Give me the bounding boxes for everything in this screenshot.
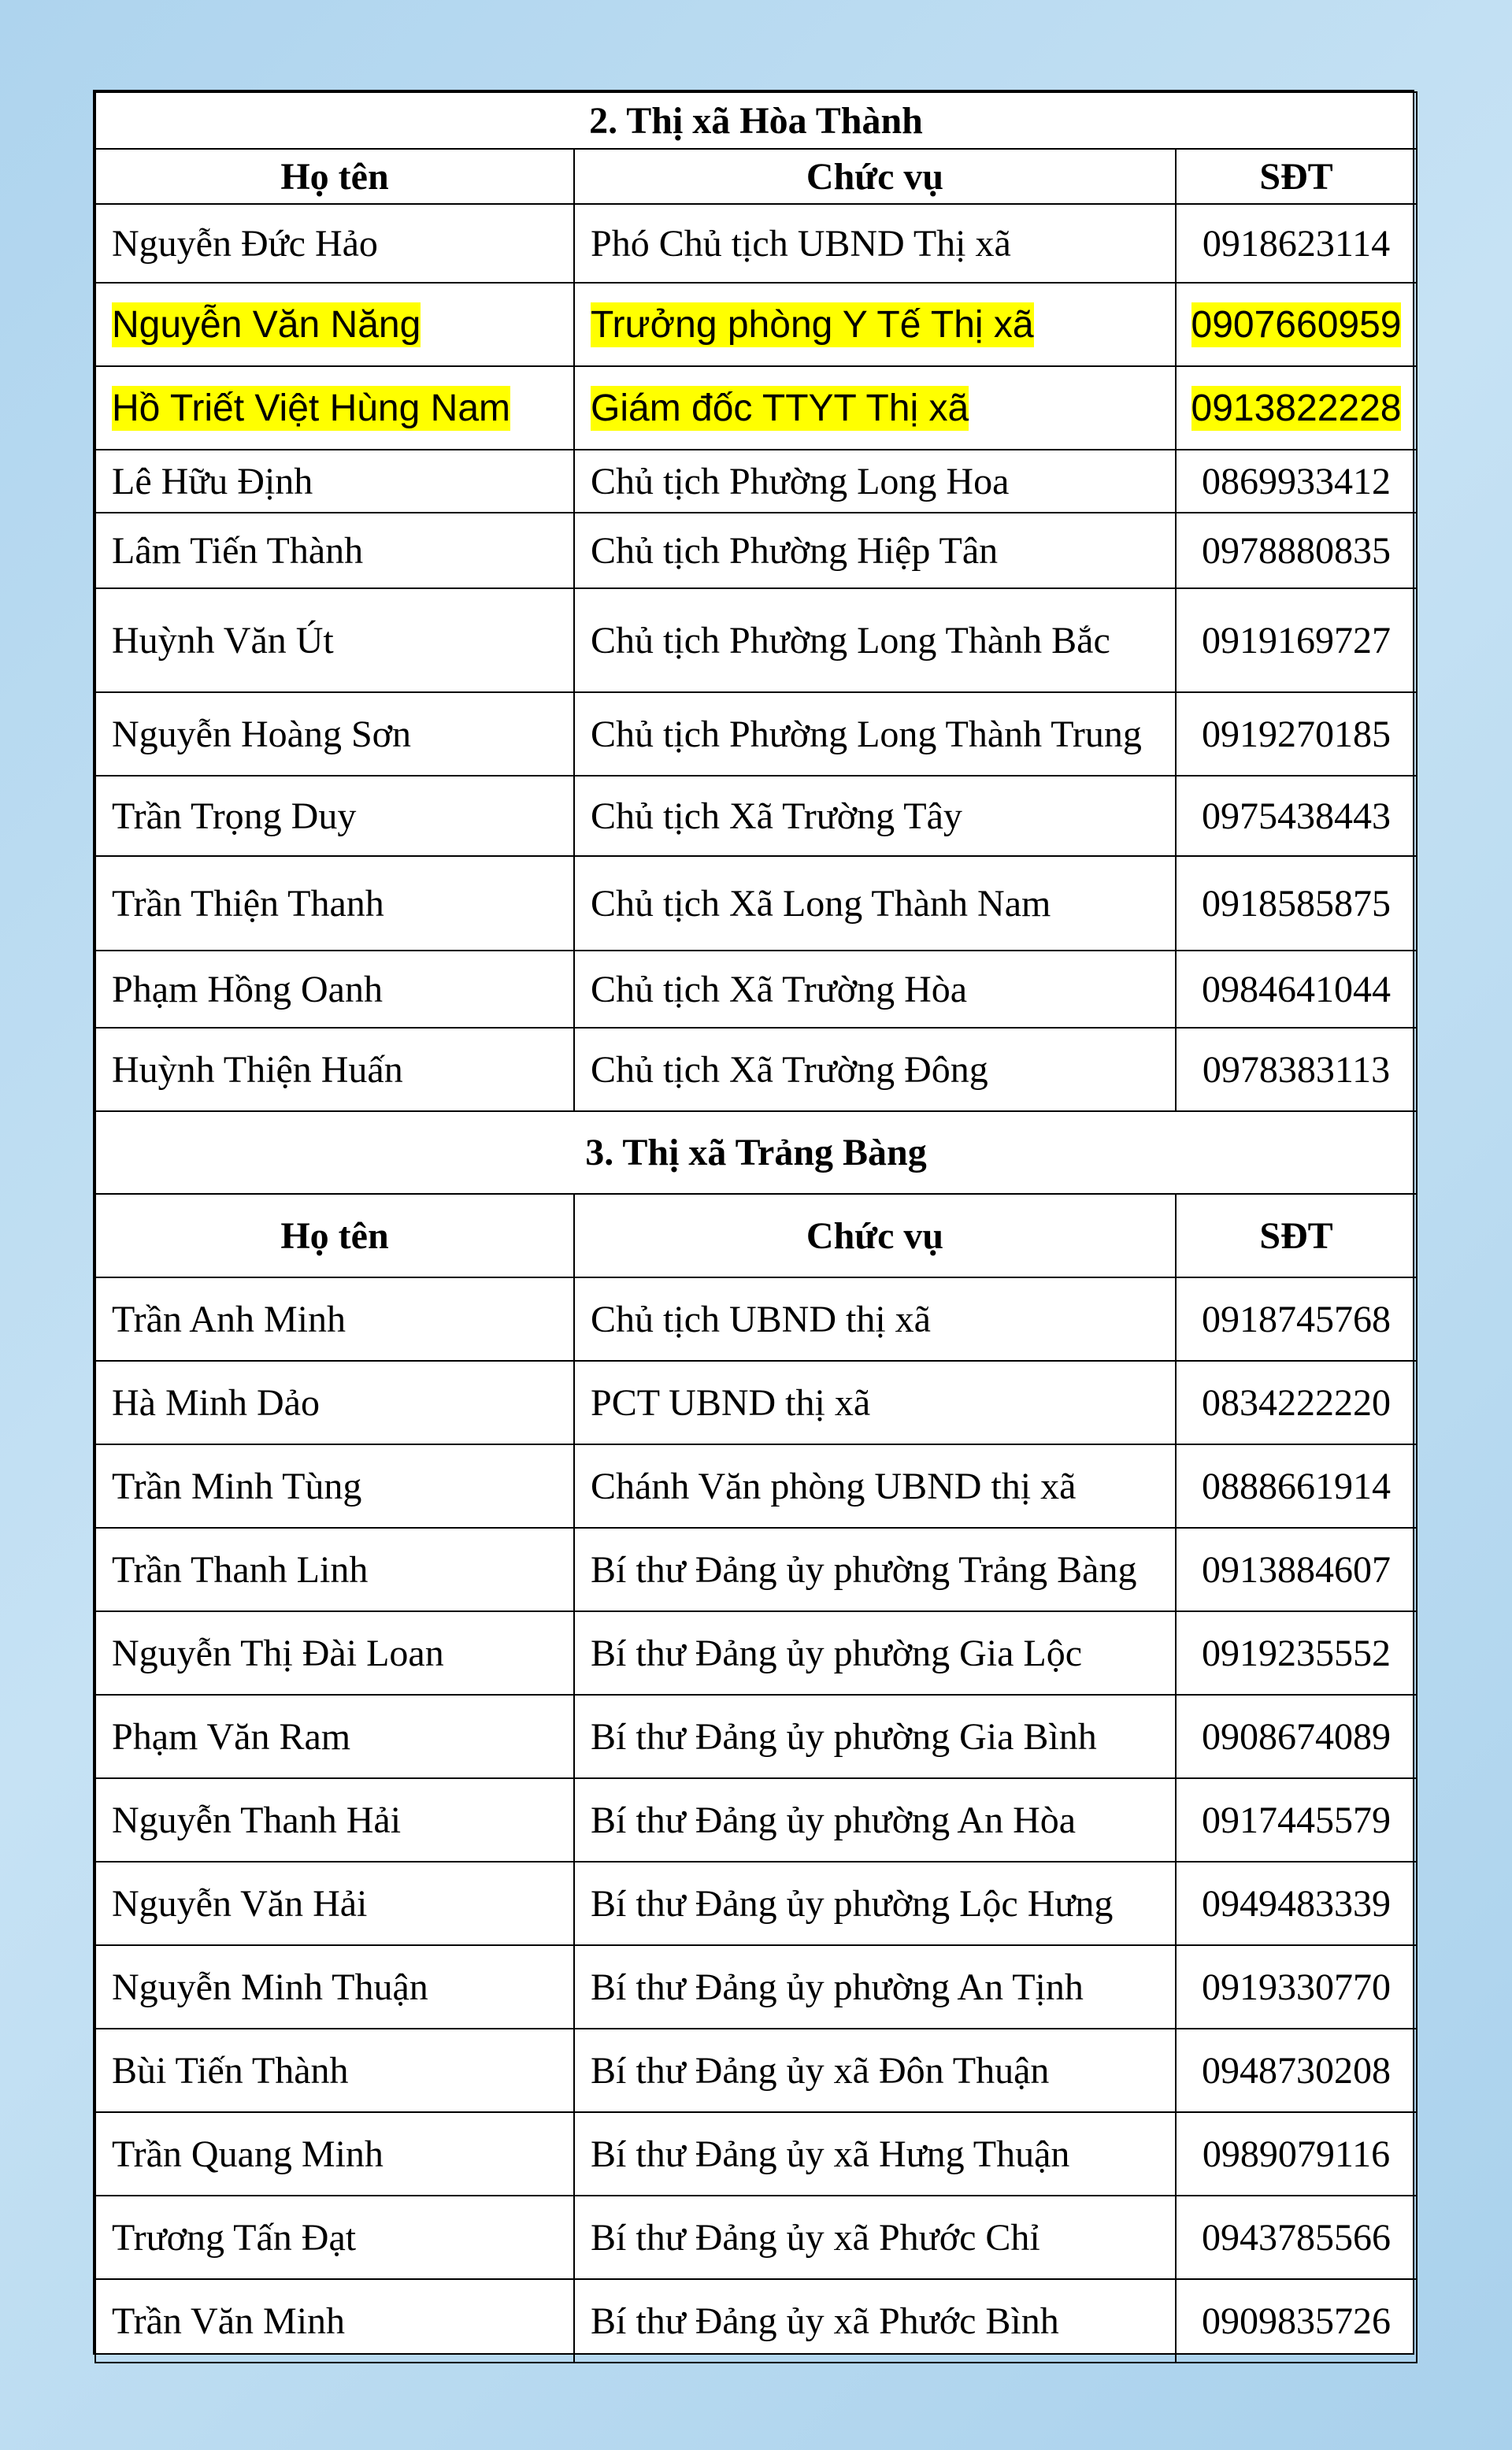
cell-role: PCT UBND thị xã bbox=[574, 1361, 1176, 1444]
table-row bbox=[95, 856, 1417, 951]
header-phone: SĐT bbox=[1176, 1194, 1417, 1277]
contact-table bbox=[94, 91, 1418, 2363]
cell-phone: 0888661914 bbox=[1176, 1444, 1417, 1528]
cell-name: Nguyễn Văn Năng bbox=[112, 303, 421, 346]
cell-role: Trưởng phòng Y Tế Thị xã bbox=[591, 303, 1034, 346]
section-title: 2. Thị xã Hòa Thành bbox=[95, 92, 1417, 149]
cell-name: Huỳnh Văn Út bbox=[95, 588, 574, 692]
table-row bbox=[95, 951, 1417, 1028]
cell-role: Giám đốc TTYT Thị xã bbox=[591, 387, 969, 429]
header-phone: SĐT bbox=[1176, 149, 1417, 204]
table-row bbox=[95, 2029, 1417, 2112]
cell-phone: 0918745768 bbox=[1176, 1277, 1417, 1361]
table-row bbox=[95, 1611, 1417, 1695]
table-row bbox=[95, 588, 1417, 692]
cell-name: Lê Hữu Định bbox=[95, 450, 574, 513]
cell-role: Bí thư Đảng ủy xã Hưng Thuận bbox=[574, 2112, 1176, 2196]
cell-name: Trần Thanh Linh bbox=[95, 1528, 574, 1611]
cell-phone: 0919235552 bbox=[1176, 1611, 1417, 1695]
table-row bbox=[95, 1695, 1417, 1778]
cell-role: Chủ tịch Phường Long Hoa bbox=[574, 450, 1176, 513]
cell-name: Trần Văn Minh bbox=[95, 2279, 574, 2363]
header-role: Chức vụ bbox=[574, 149, 1176, 204]
cell-name: Trương Tấn Đạt bbox=[95, 2196, 574, 2279]
cell-role: Chủ tịch UBND thị xã bbox=[574, 1277, 1176, 1361]
table-row bbox=[95, 1028, 1417, 1111]
table-row-highlighted bbox=[95, 283, 1417, 366]
table-row bbox=[95, 692, 1417, 776]
table-row bbox=[95, 2279, 1417, 2363]
table-row bbox=[95, 776, 1417, 856]
cell-role: Bí thư Đảng ủy xã Đôn Thuận bbox=[574, 2029, 1176, 2112]
table-row bbox=[95, 1862, 1417, 1945]
table-row-highlighted bbox=[95, 366, 1417, 450]
cell-phone: 0919330770 bbox=[1176, 1945, 1417, 2029]
table-row bbox=[95, 1444, 1417, 1528]
cell-name: Trần Anh Minh bbox=[95, 1277, 574, 1361]
header-name: Họ tên bbox=[95, 1194, 574, 1277]
table-header-row bbox=[95, 1194, 1417, 1277]
table-row bbox=[95, 204, 1417, 283]
cell-phone: 0989079116 bbox=[1176, 2112, 1417, 2196]
cell-phone: 0913822228 bbox=[1191, 387, 1402, 429]
table-row bbox=[95, 2112, 1417, 2196]
table-row bbox=[95, 513, 1417, 588]
contact-document bbox=[93, 90, 1414, 2355]
cell-role: Phó Chủ tịch UBND Thị xã bbox=[574, 204, 1176, 283]
cell-role: Bí thư Đảng ủy phường Gia Lộc bbox=[574, 1611, 1176, 1695]
cell-name: Nguyễn Văn Hải bbox=[95, 1862, 574, 1945]
table-row bbox=[95, 1361, 1417, 1444]
cell-role: Bí thư Đảng ủy xã Phước Chỉ bbox=[574, 2196, 1176, 2279]
cell-role: Bí thư Đảng ủy phường Trảng Bàng bbox=[574, 1528, 1176, 1611]
cell-phone: 0984641044 bbox=[1176, 951, 1417, 1028]
cell-name: Lâm Tiến Thành bbox=[95, 513, 574, 588]
cell-phone: 0975438443 bbox=[1176, 776, 1417, 856]
cell-name: Phạm Hồng Oanh bbox=[95, 951, 574, 1028]
cell-phone: 0949483339 bbox=[1176, 1862, 1417, 1945]
cell-phone: 0917445579 bbox=[1176, 1778, 1417, 1862]
cell-role: Chủ tịch Phường Long Thành Bắc bbox=[574, 588, 1176, 692]
cell-name: Trần Quang Minh bbox=[95, 2112, 574, 2196]
cell-name: Trần Minh Tùng bbox=[95, 1444, 574, 1528]
cell-phone: 0978880835 bbox=[1176, 513, 1417, 588]
cell-role: Chủ tịch Xã Trường Hòa bbox=[574, 951, 1176, 1028]
cell-name: Nguyễn Thị Đài Loan bbox=[95, 1611, 574, 1695]
contact-table-body bbox=[95, 92, 1417, 2363]
section-title-row bbox=[95, 92, 1417, 149]
cell-phone: 0948730208 bbox=[1176, 2029, 1417, 2112]
cell-role: Bí thư Đảng ủy phường Gia Bình bbox=[574, 1695, 1176, 1778]
cell-phone: 0913884607 bbox=[1176, 1528, 1417, 1611]
cell-name: Trần Thiện Thanh bbox=[95, 856, 574, 951]
table-row bbox=[95, 1945, 1417, 2029]
cell-phone: 0869933412 bbox=[1176, 450, 1417, 513]
cell-name: Nguyễn Đức Hảo bbox=[95, 204, 574, 283]
cell-name: Huỳnh Thiện Huấn bbox=[95, 1028, 574, 1111]
cell-name: Nguyễn Thanh Hải bbox=[95, 1778, 574, 1862]
section-title-row bbox=[95, 1111, 1417, 1194]
cell-phone: 0834222220 bbox=[1176, 1361, 1417, 1444]
cell-phone: 0918585875 bbox=[1176, 856, 1417, 951]
table-row bbox=[95, 2196, 1417, 2279]
cell-phone: 0978383113 bbox=[1176, 1028, 1417, 1111]
header-role: Chức vụ bbox=[574, 1194, 1176, 1277]
cell-role: Chủ tịch Phường Hiệp Tân bbox=[574, 513, 1176, 588]
cell-name: Nguyễn Minh Thuận bbox=[95, 1945, 574, 2029]
cell-role: Bí thư Đảng ủy phường Lộc Hưng bbox=[574, 1862, 1176, 1945]
table-row bbox=[95, 1277, 1417, 1361]
cell-role: Chủ tịch Phường Long Thành Trung bbox=[574, 692, 1176, 776]
cell-name: Phạm Văn Ram bbox=[95, 1695, 574, 1778]
cell-name: Nguyễn Hoàng Sơn bbox=[95, 692, 574, 776]
section-title: 3. Thị xã Trảng Bàng bbox=[95, 1111, 1417, 1194]
cell-name: Hà Minh Dảo bbox=[95, 1361, 574, 1444]
cell-role: Chủ tịch Xã Long Thành Nam bbox=[574, 856, 1176, 951]
cell-name: Trần Trọng Duy bbox=[95, 776, 574, 856]
cell-phone: 0918623114 bbox=[1176, 204, 1417, 283]
table-row bbox=[95, 450, 1417, 513]
cell-phone: 0909835726 bbox=[1176, 2279, 1417, 2363]
cell-phone: 0919270185 bbox=[1176, 692, 1417, 776]
cell-phone: 0907660959 bbox=[1191, 303, 1402, 346]
cell-name: Hồ Triết Việt Hùng Nam bbox=[112, 387, 510, 429]
cell-role: Chủ tịch Xã Trường Đông bbox=[574, 1028, 1176, 1111]
table-row bbox=[95, 1778, 1417, 1862]
cell-phone: 0943785566 bbox=[1176, 2196, 1417, 2279]
header-name: Họ tên bbox=[95, 149, 574, 204]
cell-name: Bùi Tiến Thành bbox=[95, 2029, 574, 2112]
cell-role: Bí thư Đảng ủy xã Phước Bình bbox=[574, 2279, 1176, 2363]
cell-phone: 0908674089 bbox=[1176, 1695, 1417, 1778]
cell-role: Bí thư Đảng ủy phường An Hòa bbox=[574, 1778, 1176, 1862]
cell-role: Bí thư Đảng ủy phường An Tịnh bbox=[574, 1945, 1176, 2029]
cell-role: Chủ tịch Xã Trường Tây bbox=[574, 776, 1176, 856]
table-row bbox=[95, 1528, 1417, 1611]
cell-phone: 0919169727 bbox=[1176, 588, 1417, 692]
table-header-row bbox=[95, 149, 1417, 204]
cell-role: Chánh Văn phòng UBND thị xã bbox=[574, 1444, 1176, 1528]
